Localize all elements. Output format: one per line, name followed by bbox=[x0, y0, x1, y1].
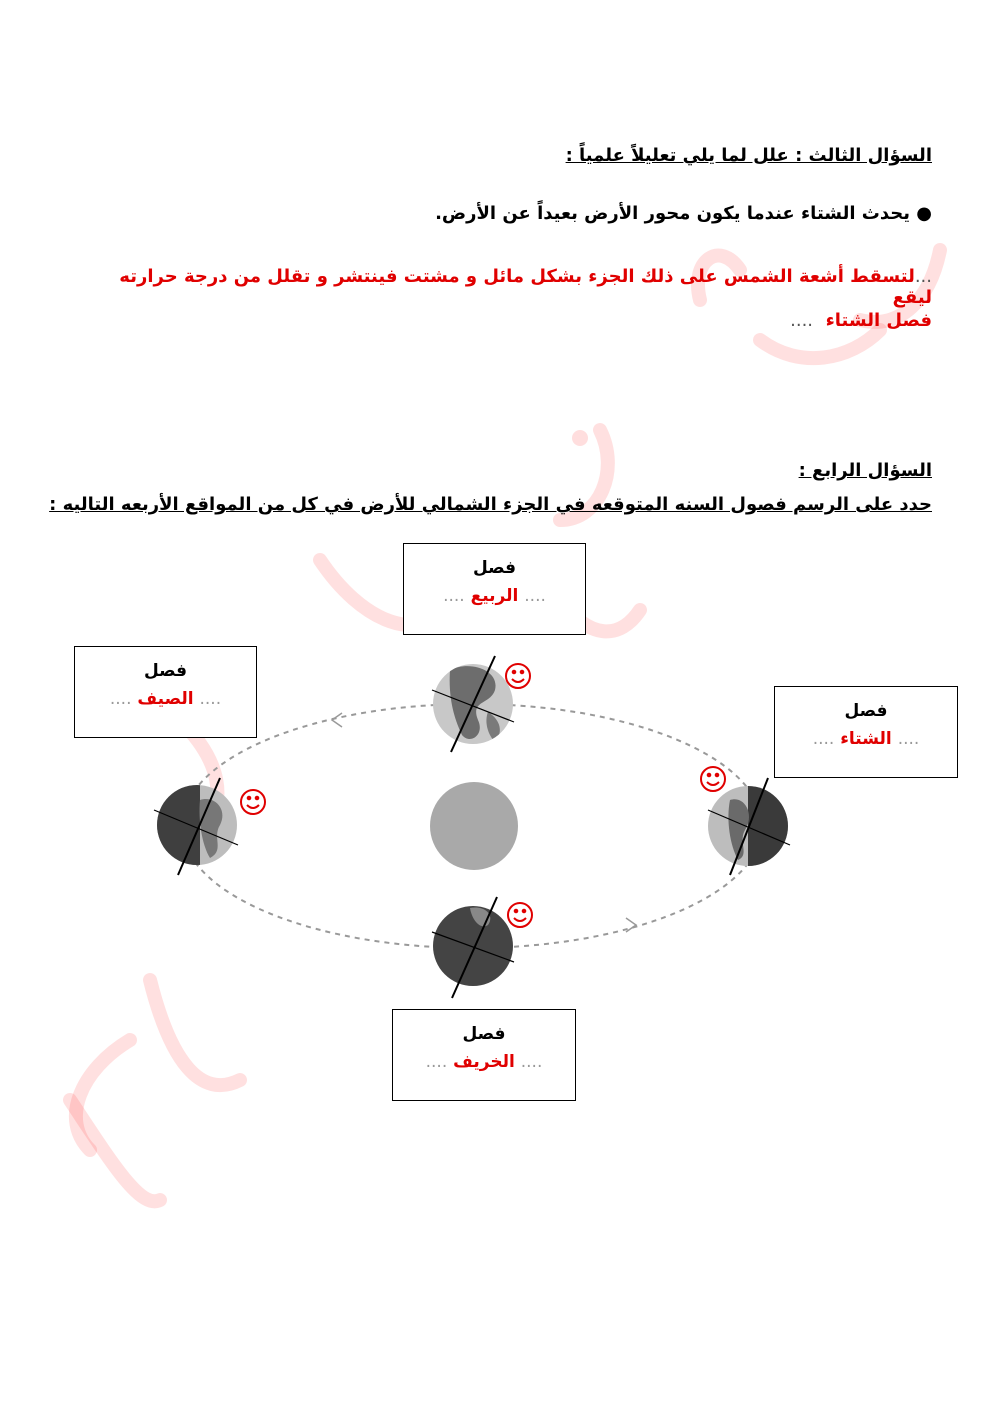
season-label: فصل bbox=[143, 661, 188, 681]
smiley-icon-top bbox=[506, 664, 530, 688]
bullet-icon: ● bbox=[910, 203, 932, 224]
dots-right: .... bbox=[520, 1052, 543, 1072]
season-name-summer: الصيف bbox=[137, 689, 194, 709]
answer-dots-tail: .... bbox=[790, 310, 814, 331]
season-box-summer bbox=[74, 646, 257, 738]
answer-dots-lead: ... bbox=[914, 266, 932, 287]
earth-left bbox=[150, 778, 238, 875]
earth-right bbox=[708, 778, 798, 875]
season-box-autumn bbox=[392, 1009, 576, 1101]
season-box-winter bbox=[774, 686, 958, 778]
smiley-icon-right bbox=[701, 767, 725, 791]
smiley-icon-left bbox=[241, 790, 265, 814]
q4-title: السؤال الرابع : bbox=[798, 460, 932, 481]
answer-text-line2: فصل الشتاء bbox=[825, 310, 932, 331]
season-answer-autumn bbox=[393, 1052, 575, 1072]
dots-left: .... bbox=[443, 586, 465, 606]
season-label: فصل bbox=[844, 701, 888, 721]
season-answer-summer bbox=[75, 689, 256, 709]
orbit-arrow-top bbox=[332, 713, 342, 727]
answer-text-line1: لتسقط أشعة الشمس على ذلك الجزء بشكل مائل و مشتت فينتشر و تقلل من درجة حرارته ليقع bbox=[119, 266, 932, 308]
dots-left: .... bbox=[109, 689, 132, 709]
season-label: فصل bbox=[462, 1024, 506, 1044]
dots-right: .... bbox=[897, 729, 920, 749]
dots-left: .... bbox=[425, 1052, 448, 1072]
season-label: فصل bbox=[472, 558, 517, 578]
season-answer-winter bbox=[775, 729, 957, 749]
dots-right: .... bbox=[524, 586, 546, 606]
season-name-spring: الربيع bbox=[470, 586, 519, 606]
earth-top bbox=[432, 656, 514, 752]
q3-statement-text: يحدث الشتاء عندما يكون محور الأرض بعيداً عن الأرض. bbox=[435, 203, 911, 224]
season-answer-spring bbox=[404, 586, 585, 606]
q3-title: السؤال الثالث : علل لما يلي تعليلاً علمياً : bbox=[565, 145, 932, 166]
dots-left: .... bbox=[812, 729, 835, 749]
season-name-winter: الشتاء bbox=[840, 729, 892, 749]
season-box-spring bbox=[403, 543, 586, 635]
q4-instruction: حدد على الرسم فصول السنه المتوقعه في الجزء الشمالي للأرض في كل من المواقع الأربعه التاليه : bbox=[49, 494, 932, 515]
season-name-autumn: الخريف bbox=[453, 1052, 515, 1072]
sun bbox=[430, 782, 518, 870]
dots-right: .... bbox=[199, 689, 222, 709]
smiley-icon-bottom bbox=[508, 903, 532, 927]
earth-bottom bbox=[432, 897, 514, 998]
